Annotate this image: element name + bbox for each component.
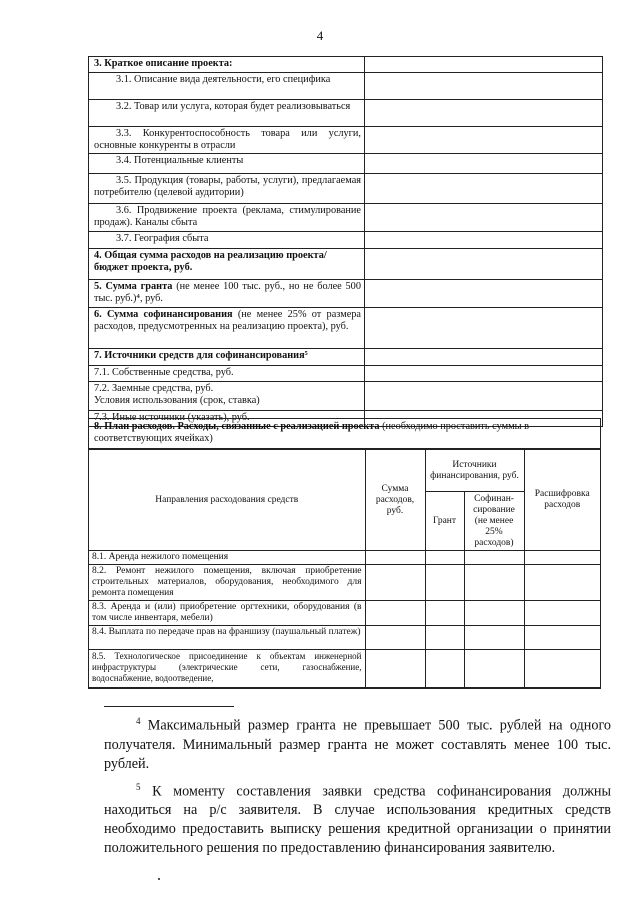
plan-cell[interactable] [524,650,600,688]
form-row-label: 7.3. Иные источники (указать), руб. [89,411,365,426]
form-row-label-bold: 6. Сумма софинансирования [94,309,233,320]
plan-cell[interactable] [464,601,524,626]
project-description-form [88,56,603,427]
form-value-cell[interactable] [365,100,602,126]
form-value-cell[interactable] [365,349,602,365]
form-value-cell[interactable] [365,127,602,153]
plan-row-label: 8.5. Технологическое присоединение к объектам инженерной инфраструктуры (электрические сети, газоснабжение, водоснабжение, водоотведение, [89,650,365,688]
form-row-label: 3.1. Описание вида деятельности, его специфика [89,73,365,99]
col-sum-header: Сумма расходов, руб. [365,450,425,551]
form-row-label: 3.7. География сбыта [89,232,365,248]
plan-cell[interactable] [425,650,464,688]
plan-cell[interactable] [365,650,425,688]
form-value-cell[interactable] [365,204,602,231]
plan-cell[interactable] [425,551,464,565]
plan-cell[interactable] [524,601,600,626]
col-cofin-header: Софинан-сирование (не менее 25% расходов) [464,492,524,551]
form-value-cell[interactable] [365,232,602,248]
form-value-cell[interactable] [365,174,602,203]
plan-cell[interactable] [425,626,464,650]
form-value-cell[interactable] [365,154,602,173]
plan-cell[interactable] [425,565,464,601]
form-row-label: 7. Источники средств для софинансирования⁵ [89,349,365,365]
col-sources-header: Источники финансирования, руб. [425,450,524,492]
plan-row-label: 8.4. Выплата по передаче прав на франшизу (паушальный платеж) [89,626,365,650]
form-row-label: 4. Общая сумма расходов на реализацию проекта/бюджет проекта, руб. [89,249,365,279]
col-decode-header: Расшифровка расходов [524,450,600,551]
form-row-label: 3.6. Продвижение проекта (реклама, стимулирование продаж). Каналы сбыта [89,204,365,231]
footnotes [104,712,611,858]
form-row-label: 3.5. Продукция (товары, работы, услуги), предлагаемая потребителю (целевой аудитории) [89,174,365,203]
plan-cell[interactable] [365,565,425,601]
form-row-label: 7.1. Собственные средства, руб. [89,366,365,381]
form-row-label-bold: 5. Сумма гранта [94,281,173,292]
plan-cell[interactable] [524,626,600,650]
plan-title [89,419,600,449]
plan-row-label: 8.1. Аренда нежилого помещения [89,551,365,565]
form-row-label-rest: (не менее 25% от размера расходов, предусмотренных на реализацию проекта), руб. [94,309,361,332]
plan-title-bold: 8. План расходов. Расходы, связанные с реализацией проекта [94,421,380,432]
form-value-cell[interactable] [365,280,602,307]
plan-row-label: 8.3. Аренда и (или) приобретение оргтехники, оборудования (в том числе инвентаря, мебели) [89,601,365,626]
col-direction-header: Направления расходования средств [89,450,365,551]
form-value-cell[interactable] [365,308,602,348]
footnote-4 [104,712,611,774]
plan-cell[interactable] [524,565,600,601]
footnote-mark: 4 [136,716,141,726]
footnote-text: К моменту составления заявки средства софинансирования должны находиться на р/с заявителя. В случае использования кредитных средств необходимо предоставить выписку решения кредитной организации о принятии положительного решения по предоставлению финансирования заявителю. [104,783,611,857]
plan-cell[interactable] [464,626,524,650]
plan-cell[interactable] [365,626,425,650]
form-row-label [89,308,365,348]
plan-cell[interactable] [425,601,464,626]
footnote-mark: 5 [136,781,141,792]
plan-cell[interactable] [464,650,524,688]
footnote-separator [104,706,234,707]
form-row-label [89,280,365,307]
form-row-label: 3.2. Товар или услуга, которая будет реализовываться [89,100,365,126]
scan-speck [158,878,160,880]
form-row-label: 3. Краткое описание проекта: [89,57,365,72]
plan-cell[interactable] [464,551,524,565]
form-value-cell[interactable] [365,249,602,279]
plan-title-rest: (необходимо проставить суммы в соответствующих ячейках) [94,421,529,444]
form-value-cell[interactable] [365,382,602,410]
plan-cell[interactable] [365,551,425,565]
plan-row-label: 8.2. Ремонт нежилого помещения, включая приобретение строительных материалов, оборудования, необходимого для ремонта помещения [89,565,365,601]
footnote-text: Максимальный размер гранта не превышает 500 тыс. рублей на одного получателя. Минимальный размер гранта не может составлять менее 100 тыс. рублей. [104,717,611,772]
form-value-cell[interactable] [365,73,602,99]
form-row-label: 7.2. Заемные средства, руб. Условия использования (срок, ставка) [89,382,365,410]
plan-cell[interactable] [365,601,425,626]
form-value-cell[interactable] [365,57,602,72]
page-number: 4 [316,28,324,43]
form-row-label-rest: (не менее 100 тыс. руб., но не более 500 тыс. руб.)⁴, руб. [94,281,361,304]
plan-cell[interactable] [524,551,600,565]
form-row-label: 3.3. Конкурентоспособность товара или услуги, основные конкуренты в отрасли [89,127,365,153]
footnote-5 [104,778,611,859]
expense-plan-table [88,418,601,689]
plan-cell[interactable] [464,565,524,601]
form-row-label: 3.4. Потенциальные клиенты [89,154,365,173]
form-value-cell[interactable] [365,366,602,381]
col-grant-header: Грант [425,492,464,551]
